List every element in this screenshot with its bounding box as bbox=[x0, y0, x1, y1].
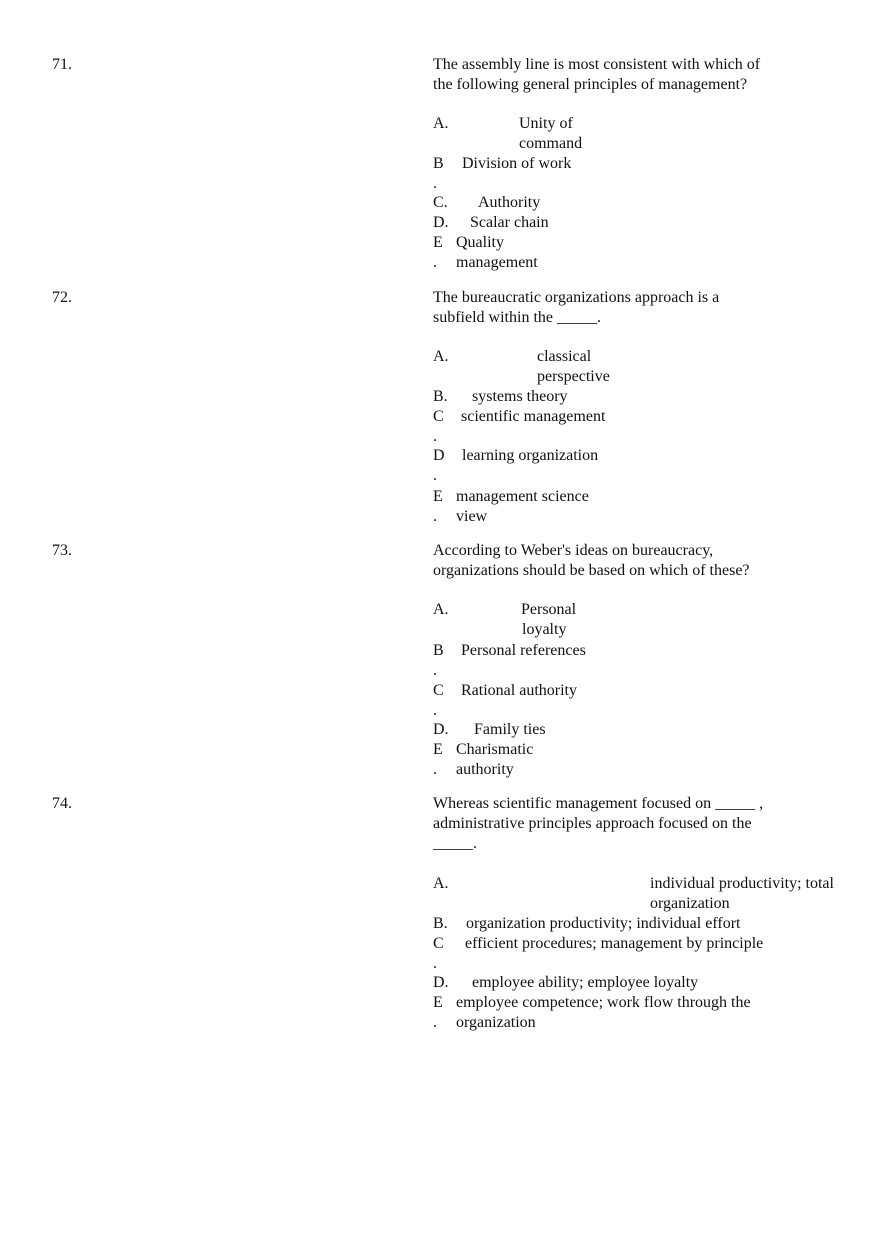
option-letter-dot: . bbox=[433, 175, 437, 192]
option-text: management science bbox=[456, 488, 589, 505]
option-letter: C bbox=[433, 935, 444, 952]
option-letter: C. bbox=[433, 194, 448, 211]
option-letter-dot: . bbox=[433, 1014, 437, 1031]
option-text: Personal bbox=[521, 601, 577, 618]
option-text: organization bbox=[456, 1014, 536, 1031]
option-text: Personal references bbox=[461, 642, 586, 659]
option-letter: A. bbox=[433, 875, 449, 892]
option-text: Charismatic bbox=[456, 741, 534, 758]
question-stem: The bureaucratic organizations approach is a bbox=[433, 289, 720, 306]
option-text: Scalar chain bbox=[470, 214, 549, 231]
option-letter-dot: . bbox=[433, 467, 437, 484]
option-letter-dot: . bbox=[433, 662, 437, 679]
option-text: view bbox=[456, 508, 488, 525]
question-stem: subfield within the _____. bbox=[433, 309, 601, 326]
option-text: authority bbox=[456, 761, 514, 778]
option-letter: D. bbox=[433, 214, 449, 231]
option-text: organization bbox=[650, 895, 730, 912]
question-stem: Whereas scientific management focused on _____ , bbox=[433, 795, 764, 812]
option-letter: D. bbox=[433, 974, 449, 991]
option-letter: E bbox=[433, 234, 443, 251]
option-letter: E bbox=[433, 741, 443, 758]
option-text: Unity of bbox=[519, 115, 573, 132]
option-text: Authority bbox=[478, 194, 541, 211]
option-text: employee ability; employee loyalty bbox=[472, 974, 699, 991]
option-text: classical bbox=[537, 348, 592, 365]
option-text: efficient procedures; management by principle bbox=[465, 935, 764, 952]
option-text: loyalty bbox=[522, 621, 567, 638]
question-number: 74. bbox=[52, 795, 72, 812]
option-text: management bbox=[456, 254, 538, 271]
question-stem: organizations should be based on which of these? bbox=[433, 562, 750, 579]
option-letter-dot: . bbox=[433, 428, 437, 445]
option-letter-dot: . bbox=[433, 761, 437, 778]
question-stem: administrative principles approach focused on the bbox=[433, 815, 752, 832]
option-text: perspective bbox=[537, 368, 610, 385]
option-letter: A. bbox=[433, 601, 449, 618]
question-stem: _____. bbox=[433, 835, 477, 852]
option-text: Rational authority bbox=[461, 682, 577, 699]
option-letter: D. bbox=[433, 721, 449, 738]
option-letter-dot: . bbox=[433, 254, 437, 271]
option-text: individual productivity; total bbox=[650, 875, 834, 892]
question-number: 73. bbox=[52, 542, 72, 559]
option-text: command bbox=[519, 135, 583, 152]
option-text: systems theory bbox=[472, 388, 568, 405]
option-text: employee competence; work flow through the bbox=[456, 994, 751, 1011]
option-text: Quality bbox=[456, 234, 504, 251]
question-stem: The assembly line is most consistent with which of bbox=[433, 56, 761, 73]
option-letter: D bbox=[433, 447, 445, 464]
option-text: Family ties bbox=[474, 721, 546, 738]
question-number: 71. bbox=[52, 56, 72, 73]
option-letter: E bbox=[433, 488, 443, 505]
option-letter: A. bbox=[433, 348, 449, 365]
option-letter: C bbox=[433, 682, 444, 699]
option-letter: B bbox=[433, 642, 444, 659]
option-text: learning organization bbox=[462, 447, 599, 464]
option-letter: B bbox=[433, 155, 444, 172]
question-stem: the following general principles of management? bbox=[433, 76, 748, 93]
option-letter: E bbox=[433, 994, 443, 1011]
option-text: Division of work bbox=[462, 155, 572, 172]
option-letter: A. bbox=[433, 115, 449, 132]
option-letter: C bbox=[433, 408, 444, 425]
question-stem: According to Weber's ideas on bureaucracy, bbox=[433, 542, 714, 559]
option-text: organization productivity; individual effort bbox=[466, 915, 741, 932]
option-letter-dot: . bbox=[433, 702, 437, 719]
option-letter: B. bbox=[433, 915, 448, 932]
question-number: 72. bbox=[52, 289, 72, 306]
option-text: scientific management bbox=[461, 408, 606, 425]
option-letter-dot: . bbox=[433, 955, 437, 972]
option-letter: B. bbox=[433, 388, 448, 405]
option-letter-dot: . bbox=[433, 508, 437, 525]
